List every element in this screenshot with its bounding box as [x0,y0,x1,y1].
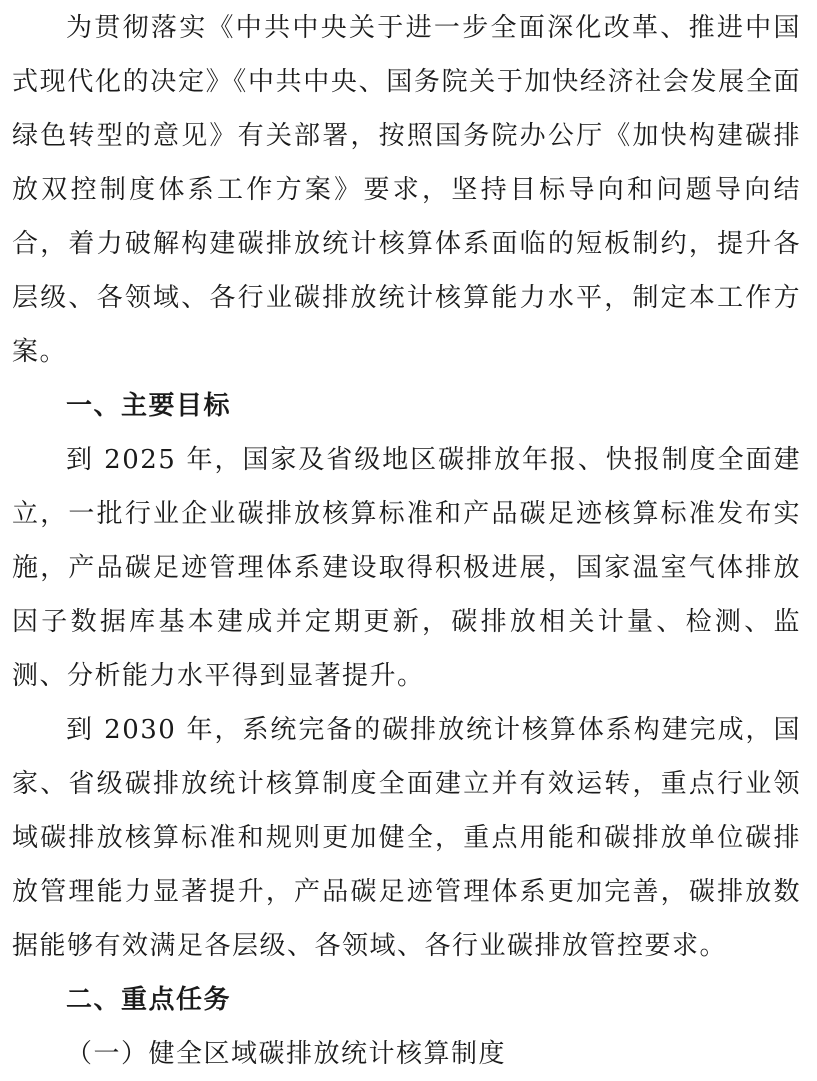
section-heading-key-tasks: 二、重点任务 [66,985,232,1015]
section-heading-main-goals: 一、主要目标 [66,391,232,421]
subsection-heading-regional-accounting: （一）健全区域碳排放统计核算制度 [66,1039,507,1069]
goal-2025-paragraph: 到 2025 年，国家及省级地区碳排放年报、快报制度全面建立，一批行业企业碳排放核算标准和产品碳足迹核算标准发布实施，产品碳足迹管理体系建设取得积极进展，国家温室气体排放因子数据库基本建成并定期更新，碳排放相关计量、检测、监测、分析能力水平得到显著提升。 [12,445,801,691]
goal-2030-paragraph: 到 2030 年，系统完备的碳排放统计核算体系构建完成，国家、省级碳排放统计核算制度全面建立并有效运转，重点行业领域碳排放核算标准和规则更加健全，重点用能和碳排放单位碳排放管理能力显著提升，产品碳足迹管理体系更加完善，碳排放数据能够有效满足各层级、各领域、各行业碳排放管控要求。 [12,715,801,961]
intro-paragraph: 为贯彻落实《中共中央关于进一步全面深化改革、推进中国式现代化的决定》《中共中央、国务院关于加快经济社会发展全面绿色转型的意见》有关部署，按照国务院办公厅《加快构建碳排放双控制度体系工作方案》要求，坚持目标导向和问题导向结合，着力破解构建碳排放统计核算体系面临的短板制约，提升各层级、各领域、各行业碳排放统计核算能力水平，制定本工作方案。 [12,13,801,367]
